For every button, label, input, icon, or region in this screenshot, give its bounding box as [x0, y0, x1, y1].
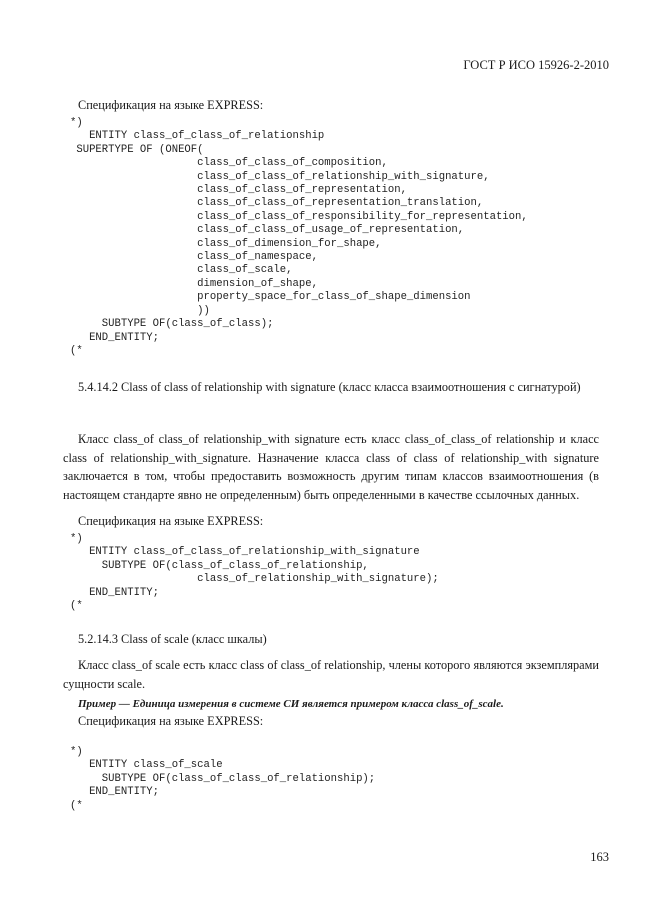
section-heading-text: 5.4.14.2 Class of class of relationship with signature (класс класса взаимоотношения с сигнатурой) [78, 380, 581, 394]
section-heading [63, 630, 599, 649]
section-heading [63, 378, 599, 397]
express-code-block: *) ENTITY class_of_class_of_relationship SUPERTYPE OF (ONEOF( class_of_class_of_composition, class_of_class_of_relationship_with_signature, class_of_class_of_representation, class_of_class_of_representation_translation, class_of_class_of_responsibility_for_representation, class_of_class_of_usage_of_representation, class_of_dimension_for_shape, class_of_namespace, class_of_scale, dimension_of_shape, property_space_for_class_of_shape_dimension )) SUBTYPE OF(class_of_class); END_ENTITY; (* [70, 117, 528, 357]
document-header: ГОСТ Р ИСО 15926-2-2010 [463, 58, 609, 72]
paragraph-text: Класс class_of scale есть класс class of class_of relationship, члены которого являются экземплярами сущности scale. [63, 658, 599, 691]
paragraph-text: Класс class_of class_of relationship_with signature есть класс class_of_class_of relationship и класс class of relationship_with_signature. Назначение класса class of class of relationship_with signature заключается в том, чтобы предоставить возможность другим типам классов взаимоотношения (в настоящем стандарте явно не определенным) быть определенными в качестве ссылочных данных. [63, 432, 599, 502]
section-paragraph [63, 430, 599, 504]
example-note: Пример — Единица измерения в системе СИ является примером класса class_of_scale. [78, 698, 504, 710]
section-paragraph [63, 656, 599, 693]
spec-label: Спецификация на языке EXPRESS: [78, 98, 264, 112]
express-code-block: *) ENTITY class_of_scale SUBTYPE OF(class_of_class_of_relationship); END_ENTITY; (* [70, 746, 376, 812]
page-number: 163 [590, 850, 609, 864]
spec-label: Спецификация на языке EXPRESS: [78, 714, 264, 728]
spec-label: Спецификация на языке EXPRESS: [78, 514, 264, 528]
section-heading-text: 5.2.14.3 Class of scale (класс шкалы) [78, 632, 267, 646]
express-code-block: *) ENTITY class_of_class_of_relationship_with_signature SUBTYPE OF(class_of_class_of_relationship, class_of_relationship_with_signature); END_ENTITY; (* [70, 533, 439, 613]
